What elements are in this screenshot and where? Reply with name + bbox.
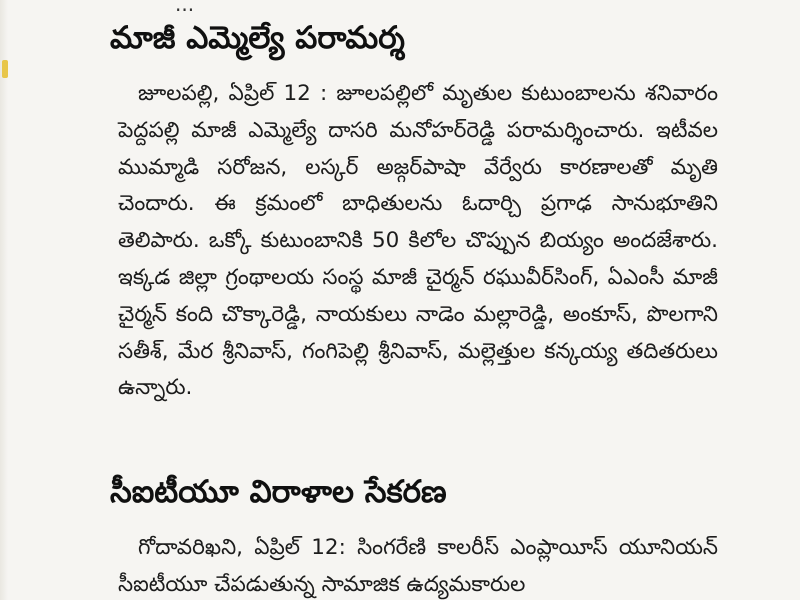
article-1-text: జూలపల్లి, ఏప్రిల్ 12 : జూలపల్లిలో మృతుల కుటుంబాలను శనివారం పెద్దపల్లి మాజీ ఎమ్మెల్యే దాసరి మనోహర్‌రెడ్డి పరామర్శించారు. ఇటీవల ముమ్మాడి సరోజన, లస్కర్ అజ్గర్‌పాషా వేర్వేరు కారణాలతో మృతి చెందారు. ఈ క్రమంలో బాధితులను ఓదార్చి ప్రగాఢ సానుభూతిని తెలిపారు. ఒక్కో కుటుంబానికి 50 కిలోల చొప్పున బియ్యం అందజేశారు. ఇక్కడ జిల్లా గ్రంథాలయ సంస్థ మాజీ చైర్మన్ రఘువీర్‌సింగ్, ఏఎంసీ మాజీ చైర్మన్ కంది చొక్కారెడ్డి, నాయకులు నాడెం మల్లారెడ్డి, అంకూస్, పొలగాని సతీశ్, మేర శ్రీనివాస్, గంగిపెల్లి శ్రీనివాస్, మల్లెత్తుల కన్కయ్య తదితరులు ఉన్నారు.: [118, 81, 718, 401]
article-2-body: [118, 530, 718, 600]
article-1-body: [118, 76, 718, 407]
article-1-headline: మాజీ ఎమ్మెల్యే పరామర్శ: [110, 20, 405, 56]
cut-off-text: ...: [175, 0, 195, 16]
article-2-headline: సీఐటీయూ విరాళాల సేకరణ: [110, 474, 447, 510]
color-mark: [2, 60, 8, 78]
paper-edge: [0, 0, 8, 600]
article-2-text: గోదావరిఖని, ఏప్రిల్ 12: సింగరేణి కాలరీస్ ఎంప్లాయీస్ యూనియన్ సీఐటీయూ చేపడుతున్న సామాజిక ఉద్యమకారుల: [118, 535, 718, 597]
